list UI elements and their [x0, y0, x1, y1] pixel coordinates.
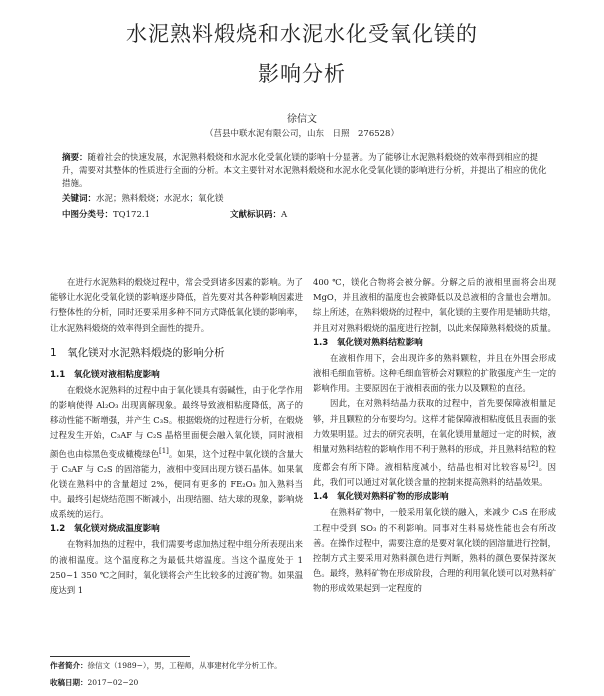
- citation-1: [1]: [158, 446, 169, 455]
- footnote-author-label: 作者简介：: [50, 661, 88, 670]
- paragraph-1-1-part-b: 。如果，这个过程中氧化镁的含量大于 C₃AF 与 C₂S 的固溶能力，液相中变回出现方镁石晶体。如果氧化镁在熟料中的含量超过 2%，便同有更多的 FE₂O₃ 加入熟料当中。最终引起烧结范围不断减小，出现结圈、结大球的现象，影响烧成系统的运行。: [50, 448, 304, 520]
- section-heading-1-1: 1.1 氧化镁对液相粘度影响: [50, 369, 160, 380]
- paragraph-1-3-b: [313, 396, 556, 490]
- right-column: [313, 275, 556, 597]
- author-affiliation: （莒县中联水泥有限公司，山东 日照 276528）: [205, 129, 399, 139]
- doc-code-label: 文献标识码：: [230, 210, 282, 220]
- paragraph-1-3-c-text: 。因此，我们可以通过对氧化镁含量的控制来提高熟料的结晶效果。: [313, 462, 557, 488]
- footnote-author: [50, 660, 282, 671]
- footnote-rule: [50, 656, 190, 657]
- section-heading-1-4: 1.4 氧化镁对熟料矿物的形成影响: [313, 492, 449, 503]
- keywords-label: 关键词：: [62, 194, 97, 204]
- keywords: [62, 193, 552, 206]
- clc-value: TQ172.1: [113, 210, 150, 220]
- footnote-date-text: 2017−02−20: [87, 678, 139, 687]
- left-column: [50, 275, 303, 598]
- footnote-date-label: 收稿日期：: [50, 678, 88, 687]
- abstract-text: 随着社会的快速发展，水泥熟料煅烧和水泥水化受氧化镁的影响十分显著。为了能够让水泥熟料煅烧的效率得到相应的提升，需要对其整体的性质进行全面的分析。本文主要针对水泥熟料煅烧和水泥水化受氧化镁的影响进行分析，并提出了相应的优化措施。: [62, 153, 547, 189]
- paragraph-1-2: 在物料加热的过程中，我们需要考虑加热过程中组分所表现出来的液相温度。这个温度称之为最低共熔温度。当这个温度处于 1 250~1 350 ℃之间时，氧化镁将会产生比较多的过渡矿物。如果温度达到 1: [50, 539, 303, 596]
- paper-title-line2: 影响分析: [258, 62, 346, 86]
- paragraph-1-3-b-text: 因此，在对熟料结晶力获取的过程中，首先要保障液相量足够，并且颗粒的分布要均匀。这样才能保障液相粘度低且表面的张力效果明显。过去的研究表明，在氧化镁用量超过一定的时候，液相量对熟料结粒的影响作用不利于熟料的形成，并且熟料结粒的粒度都会有所下降。液相粘度减小，结晶也相对比较容易: [313, 398, 556, 473]
- paragraph-1-3-a: 在液相作用下，会出现许多的熟料颗粒，并且在外围会形成液相毛细血管桥。这种毛细血管桥会对颗粒的扩散强度产生一定的影响作用。主要原因在于液相表面的张力以及颗粒的直径。: [313, 352, 556, 394]
- classification: [62, 209, 552, 222]
- paragraph-continued: 400 ℃，镁化合物将会被分解。分解之后的液相里面将会出现 MgO，并且液相的温度也会被降低以及总液相的含量也会增加。综上所述，在熟料煅烧的过程中，氧化镁的主要作用是辅助共熔，并且对对熟料煅烧的温度进行控制，以此来保障熟料煅烧的质量。: [313, 277, 556, 333]
- section-heading-1-3: 1.3 氧化镁对熟料结粒影响: [313, 337, 423, 348]
- footnote-author-text: 徐信文（1989−），男，工程师，从事建材化学分析工作。: [87, 661, 282, 670]
- intro-paragraph: 在进行水泥熟料的煅烧过程中，常会受到诸多因素的影响。为了能够让水泥化受氧化镁的影响逐步降低，首先要对其各种影响因素进行整体性的分析，同时还要采用多种不同方式降低氧化镁的影响率，让水泥熟料煅烧的效率得到全面性的提升。: [50, 277, 303, 333]
- keywords-text: 水泥；熟料煅烧；水泥水；氧化镁: [96, 194, 224, 204]
- footnote-date: [50, 677, 138, 688]
- citation-2: [2]: [528, 460, 539, 469]
- paragraph-1-1-part-a: 在煅烧水泥熟料的过程中由于氧化镁具有弱碱性，由于化学作用的影响使得 Al₂O₃ 出现离解现象。最终导致液相粘度降低，离子的移动性能不断增强，并产生 C₃S。根据煅烧的过程进行分析，在煅烧过程发生开始，C₃AF 与 C₂S 晶格里面便会融入氧化镁，同时液相颜色也由棕黑色变成橄榄绿色: [50, 384, 303, 459]
- abstract: [62, 152, 552, 191]
- clc-label: 中图分类号：: [62, 210, 114, 220]
- paper-title-line1: 水泥熟料煅烧和水泥水化受氧化镁的: [126, 22, 478, 46]
- section-heading-1-2: 1.2 氧化镁对烧成温度影响: [50, 524, 160, 535]
- doc-code-value: A: [281, 210, 288, 220]
- paragraph-1-1: [50, 383, 303, 523]
- abstract-label: 摘要：: [62, 153, 88, 163]
- author-name: 徐信文: [287, 114, 317, 125]
- section-heading-1: 1 氧化镁对水泥熟料煅烧的影响分析: [50, 346, 225, 359]
- paragraph-1-4: 在熟料矿物中，一般采用氧化镁的融入，来减少 C₃S 在形成工程中受到 SO₃ 的不利影响。同事对生料易烧性能也会有所改善。在操作过程中，需要注意的是要对氧化镁的固溶量进行控制，控制方式主要采用对熟料颜色进行判断，熟料的颜色要保持深灰色。最终，熟料矿物在形成阶段，合理的利用氧化镁可以对熟料矿物的形成效果起到一定程度的: [313, 507, 556, 594]
